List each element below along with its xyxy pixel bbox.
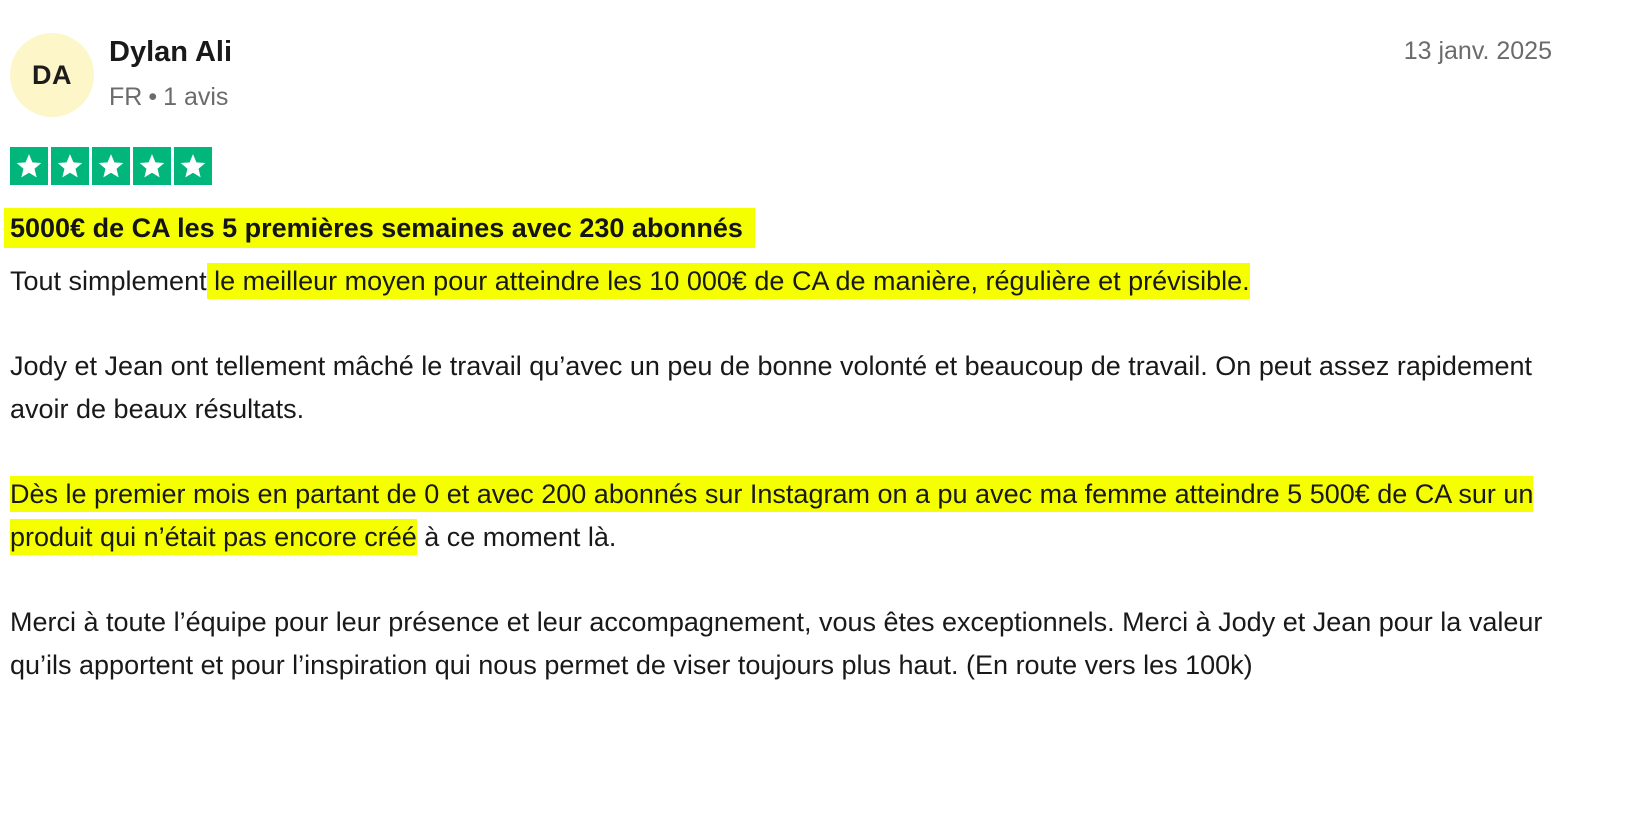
highlighted-text: Dès le premier mois en partant de 0 et avec 200 abonnés sur Instagram on a pu avec ma femme atteindre 5 500€ de CA sur un produit qui n’était pas encore créé xyxy=(10,476,1533,555)
star-icon xyxy=(174,147,212,185)
author-country: FR xyxy=(109,83,143,111)
paragraph-text: Jody et Jean ont tellement mâché le travail qu’avec un peu de bonne volonté et beaucoup de travail. On peut assez rapidement avoir de beaux résultats. xyxy=(10,351,1532,424)
star-rating xyxy=(10,147,212,185)
avatar[interactable] xyxy=(10,33,94,117)
author-meta xyxy=(109,83,228,112)
meta-separator: • xyxy=(148,83,158,111)
star-icon xyxy=(92,147,130,185)
paragraph-text: Tout simplement xyxy=(10,266,207,296)
highlighted-text: le meilleur moyen pour atteindre les 10 000€ de CA de manière, régulière et prévisible. xyxy=(207,263,1250,299)
review-body xyxy=(10,260,1550,729)
review-paragraph xyxy=(10,473,1550,559)
review-paragraph xyxy=(10,345,1550,431)
review-paragraph xyxy=(10,260,1550,303)
star-icon xyxy=(51,147,89,185)
author-review-count: 1 avis xyxy=(163,83,229,111)
paragraph-text: Merci à toute l’équipe pour leur présence et leur accompagnement, vous êtes exceptionnels. Merci à Jody et Jean pour la valeur qu’ils apportent et pour l’inspiration qui nous permet de viser toujours plus haut. (En route vers les 100k) xyxy=(10,607,1543,680)
star-icon xyxy=(133,147,171,185)
paragraph-text: à ce moment là. xyxy=(416,522,617,552)
author-name[interactable]: Dylan Ali xyxy=(109,36,233,68)
review-title[interactable]: 5000€ de CA les 5 premières semaines avec 230 abonnés xyxy=(4,208,755,248)
review-paragraph xyxy=(10,601,1550,687)
star-icon xyxy=(10,147,48,185)
review-date: 13 janv. 2025 xyxy=(1403,37,1552,65)
avatar-initials: DA xyxy=(32,59,72,90)
